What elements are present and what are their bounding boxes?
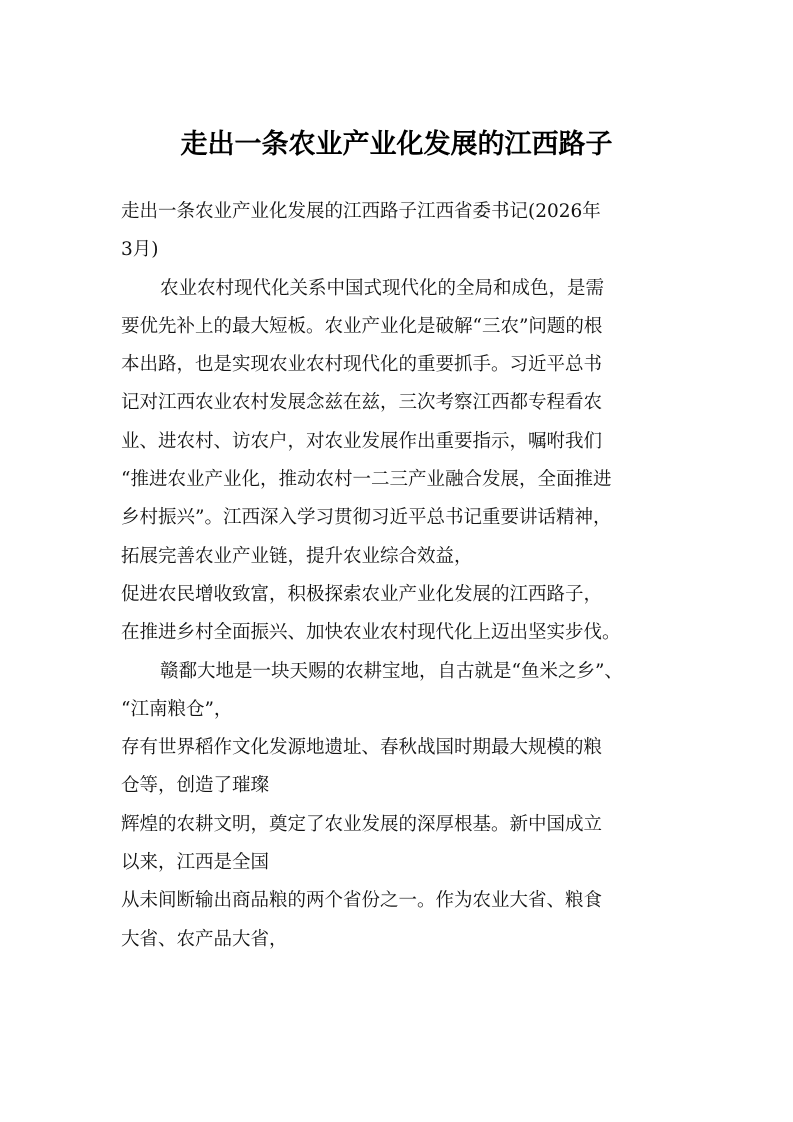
- text-line: 促进农民增收致富，积极探索农业产业化发展的江西路子，: [121, 583, 603, 605]
- text-line: 3月): [121, 239, 159, 261]
- text-line: 仓等，创造了璀璨: [121, 775, 270, 797]
- text-line: 乡村振兴”。江西深入学习贯彻习近平总书记重要讲话精神，: [121, 507, 612, 529]
- paragraph-start-line: 农业农村现代化关系中国式现代化的全局和成色，是需: [160, 277, 605, 299]
- text-line: 拓展完善农业产业链，提升农业综合效益，: [121, 545, 473, 567]
- text-line: “江南粮仓”，: [121, 698, 233, 720]
- paragraph-start-line: 赣鄱大地是一块天赐的农耕宝地，自古就是“鱼米之乡”、: [160, 660, 623, 682]
- document-body: [121, 193, 681, 959]
- text-line: 在推进乡村全面振兴、加快农业农村现代化上迈出坚实步伐。: [121, 622, 621, 644]
- text-line: 辉煌的农耕文明，奠定了农业发展的深厚根基。新中国成立: [121, 813, 603, 835]
- document-title: 走出一条农业产业化发展的江西路子: [180, 129, 613, 160]
- text-line: 要优先补上的最大短板。农业产业化是破解“三农”问题的根: [121, 315, 603, 337]
- text-line: 大省、农产品大省，: [121, 928, 288, 950]
- text-line: “推进农业产业化，推动农村一二三产业融合发展，全面推进: [121, 469, 612, 491]
- text-line: 本出路，也是实现农业农村现代化的重要抓手。习近平总书: [121, 354, 603, 376]
- text-line: 走出一条农业产业化发展的江西路子江西省委书记(2026年: [121, 201, 601, 222]
- text-line: 记对江西农业农村发展念兹在兹，三次考察江西都专程看农: [121, 392, 603, 414]
- text-line: 从未间断输出商品粮的两个省份之一。作为农业大省、粮食: [121, 890, 603, 912]
- text-line: 存有世界稻作文化发源地遗址、春秋战国时期最大规模的粮: [121, 737, 603, 759]
- text-line: 以来，江西是全国: [121, 852, 270, 874]
- text-line: 业、进农村、访农户，对农业发展作出重要指示，嘱咐我们: [121, 430, 603, 452]
